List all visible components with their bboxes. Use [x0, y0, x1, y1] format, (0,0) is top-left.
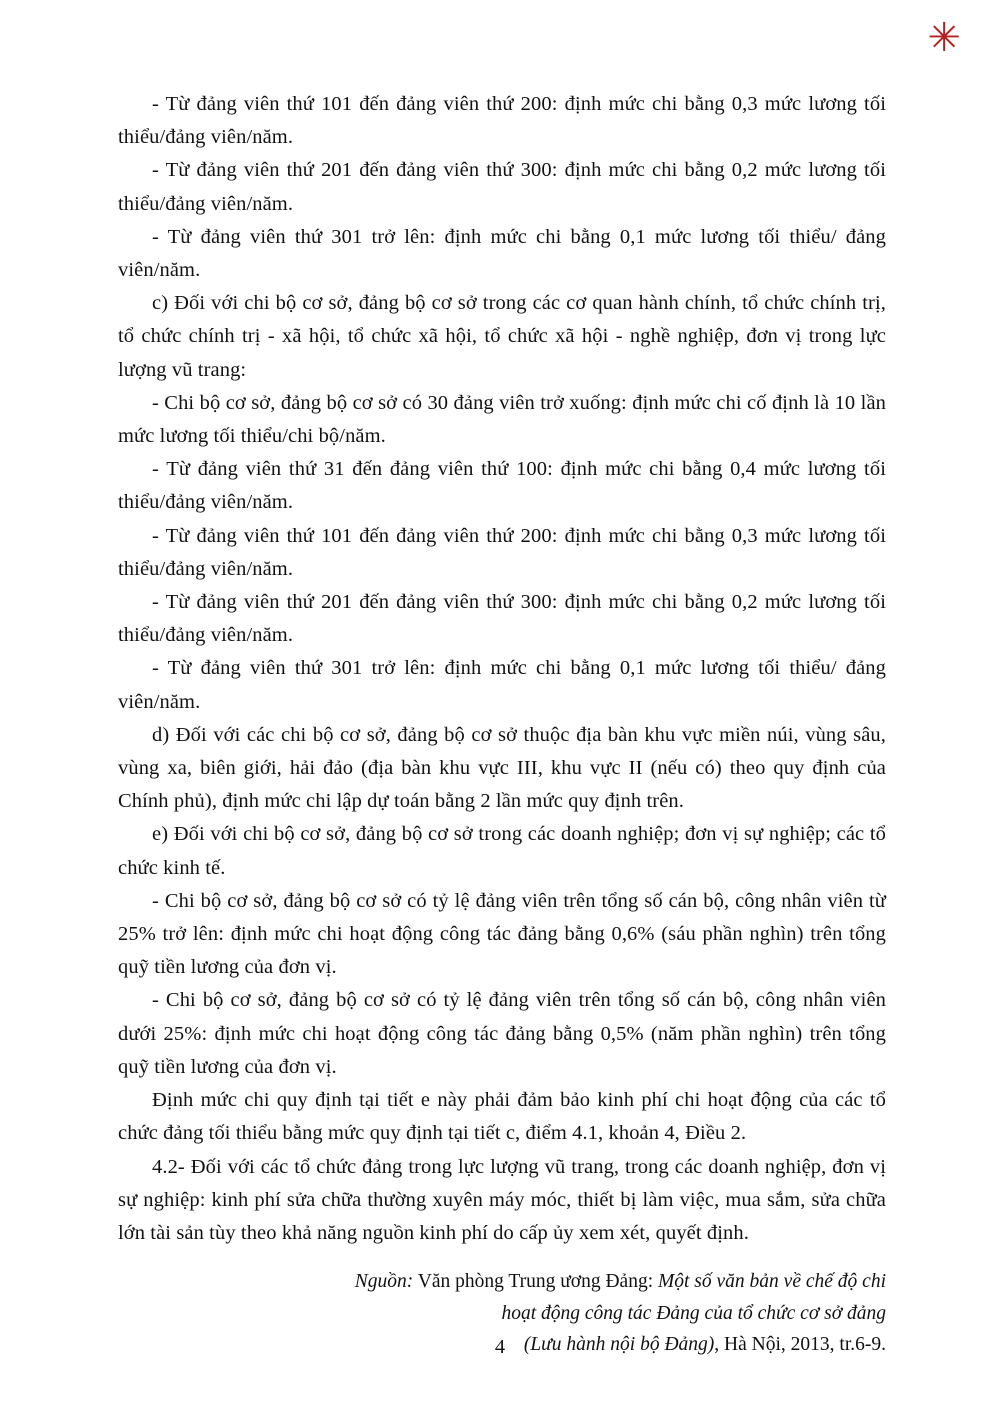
source-publisher: Văn phòng Trung ương Đảng:: [413, 1271, 659, 1293]
paragraph: - Từ đảng viên thứ 301 trở lên: định mức chi bằng 0,1 mức lương tối thiểu/ đảng viên/năm.: [118, 225, 886, 282]
paragraph: c) Đối với chi bộ cơ sở, đảng bộ cơ sở trong các cơ quan hành chính, tổ chức chính trị, tổ chức chính trị - xã hội, tổ chức xã hội, tổ chức xã hội - nghề nghiệp, đơn vị trong lực lượng vũ trang:: [118, 292, 886, 381]
paragraph: e) Đối với chi bộ cơ sở, đảng bộ cơ sở trong các doanh nghiệp; đơn vị sự nghiệp; các tổ chức kinh tế.: [118, 823, 886, 879]
document-body: [118, 88, 886, 1361]
source-title-part-2: hoạt động công tác Đảng của tổ chức cơ sở đảng: [501, 1302, 886, 1324]
source-note: (Lưu hành nội bộ Đảng): [523, 1334, 715, 1356]
paragraph: - Từ đảng viên thứ 101 đến đảng viên thứ 200: định mức chi bằng 0,3 mức lương tối thiểu/đảng viên/năm.: [118, 93, 886, 149]
source-line-1: [118, 1266, 886, 1298]
paragraph: d) Đối với các chi bộ cơ sở, đảng bộ cơ sở thuộc địa bàn khu vực miền núi, vùng sâu, vùng xa, biên giới, hải đảo (địa bàn khu vực III, khu vực II (nếu có) theo quy định của Chính phủ), định mức chi lập dự toán bằng 2 lần mức quy định trên.: [118, 723, 886, 813]
paragraph: - Từ đảng viên thứ 201 đến đảng viên thứ 300: định mức chi bằng 0,2 mức lương tối thiểu/đảng viên/năm.: [118, 591, 886, 647]
paragraph: Định mức chi quy định tại tiết e này phải đảm bảo kinh phí chi hoạt động của các tổ chức đảng tối thiểu bằng mức quy định tại tiết c, điểm 4.1, khoản 4, Điều 2.: [118, 1089, 886, 1145]
page-number: 4: [494, 1336, 506, 1358]
paragraph: 4.2- Đối với các tổ chức đảng trong lực lượng vũ trang, trong các doanh nghiệp, đơn vị sự nghiệp: kinh phí sửa chữa thường xuyên máy móc, thiết bị làm việc, mua sắm, sửa chữa lớn tài sản tùy theo khả năng nguồn kinh phí do cấp ủy xem xét, quyết định.: [118, 1155, 886, 1244]
paragraph: - Từ đảng viên thứ 101 đến đảng viên thứ 200: định mức chi bằng 0,3 mức lương tối thiểu/đảng viên/năm.: [118, 524, 886, 580]
paragraph: - Từ đảng viên thứ 301 trở lên: định mức chi bằng 0,1 mức lương tối thiểu/ đảng viên/năm.: [118, 657, 886, 713]
paragraph: - Chi bộ cơ sở, đảng bộ cơ sở có tỷ lệ đảng viên trên tổng số cán bộ, công nhân viên dưới 25%: định mức chi hoạt động công tác đảng bằng 0,5% (năm phần nghìn) trên tổng quỹ tiền lương của đơn vị.: [118, 989, 886, 1078]
source-place-year-pages: , Hà Nội, 2013, tr.6-9.: [714, 1334, 886, 1356]
paragraph: - Từ đảng viên thứ 31 đến đảng viên thứ 100: định mức chi bằng 0,4 mức lương tối thiểu/đảng viên/năm.: [118, 458, 886, 514]
source-title-part-1: Một số văn bản về chế độ chi: [658, 1271, 886, 1293]
paragraph: - Chi bộ cơ sở, đảng bộ cơ sở có tỷ lệ đảng viên trên tổng số cán bộ, công nhân viên từ 25% trở lên: định mức chi hoạt động công tác đảng bằng 0,6% (sáu phần nghìn) trên tổng quỹ tiền lương của đơn vị.: [118, 889, 886, 979]
asterisk-flower-mark-icon: ✳: [927, 15, 961, 61]
paragraph: - Chi bộ cơ sở, đảng bộ cơ sở có 30 đảng viên trở xuống: định mức chi cố định là 10 lần mức lương tối thiểu/chi bộ/năm.: [118, 391, 886, 448]
source-label: Nguồn:: [354, 1271, 414, 1293]
paragraph: - Từ đảng viên thứ 201 đến đảng viên thứ 300: định mức chi bằng 0,2 mức lương tối thiểu/đảng viên/năm.: [118, 159, 886, 215]
